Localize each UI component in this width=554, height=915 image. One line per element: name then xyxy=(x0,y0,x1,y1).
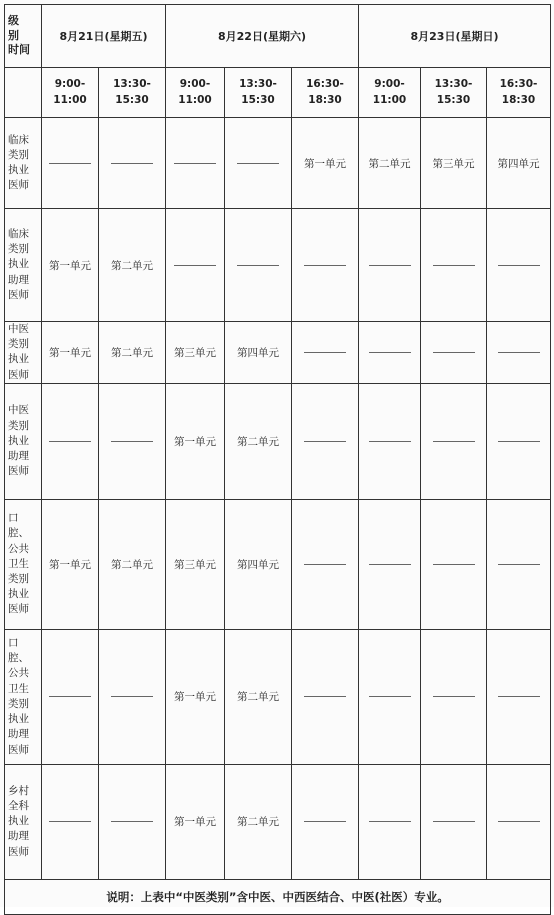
empty-dash xyxy=(433,696,475,697)
empty-dash xyxy=(369,441,411,442)
time-slot-line: 9:00- xyxy=(179,78,211,91)
exam-unit-cell: 第二单元 xyxy=(225,764,292,879)
time-slot-line: 13:30- xyxy=(239,78,277,91)
exam-unit-cell: 第二单元 xyxy=(99,209,166,322)
category-line: 卫生 xyxy=(8,682,29,695)
empty-slot-cell xyxy=(487,209,551,322)
empty-dash xyxy=(369,564,411,565)
empty-slot-cell xyxy=(359,629,421,764)
category-line: 医师 xyxy=(8,465,29,478)
empty-dash xyxy=(49,163,91,164)
empty-slot-cell xyxy=(166,118,225,209)
empty-dash xyxy=(49,696,91,697)
empty-slot-cell xyxy=(487,499,551,629)
day-header-aug21: 8月21日(星期五) xyxy=(42,5,166,68)
empty-slot-cell xyxy=(99,629,166,764)
blank-header-cell xyxy=(5,68,42,118)
empty-dash xyxy=(369,696,411,697)
category-line: 公共 xyxy=(8,667,29,680)
time-slot-line: 13:30- xyxy=(434,78,473,91)
empty-dash xyxy=(304,441,346,442)
empty-slot-cell xyxy=(99,764,166,879)
category-line: 腔、 xyxy=(8,527,29,540)
category-line: 临床 xyxy=(8,133,29,146)
empty-dash xyxy=(111,696,153,697)
empty-dash xyxy=(498,696,540,697)
empty-dash xyxy=(49,441,91,442)
corner-header-cell xyxy=(5,5,42,68)
category-line: 类别 xyxy=(8,572,29,585)
category-line: 类别 xyxy=(8,419,29,432)
empty-slot-cell xyxy=(42,764,99,879)
empty-slot-cell xyxy=(166,209,225,322)
category-line: 中医 xyxy=(8,323,29,335)
exam-schedule-table xyxy=(4,4,551,915)
category-line: 公共 xyxy=(8,542,29,555)
corner-line: 别 xyxy=(8,28,19,42)
empty-dash xyxy=(111,821,153,822)
empty-dash xyxy=(304,564,346,565)
empty-dash xyxy=(237,265,279,266)
empty-slot-cell xyxy=(487,383,551,499)
time-slot-row xyxy=(5,68,551,118)
category-line: 执业 xyxy=(8,353,29,366)
empty-slot-cell xyxy=(421,499,487,629)
category-line: 类别 xyxy=(8,338,29,351)
day-header-row xyxy=(5,5,551,68)
empty-dash xyxy=(369,265,411,266)
day-header-aug22: 8月22日(星期六) xyxy=(166,5,359,68)
exam-unit-cell: 第一单元 xyxy=(42,209,99,322)
table-row xyxy=(5,209,551,322)
category-line: 类别 xyxy=(8,148,29,161)
category-line: 乡村 xyxy=(8,784,29,797)
category-line: 执业 xyxy=(8,164,29,176)
empty-slot-cell xyxy=(42,118,99,209)
empty-slot-cell xyxy=(421,629,487,764)
empty-slot-cell xyxy=(292,764,359,879)
empty-slot-cell xyxy=(99,118,166,209)
empty-dash xyxy=(433,564,475,565)
empty-dash xyxy=(304,265,346,266)
empty-slot-cell xyxy=(292,499,359,629)
table-row xyxy=(5,383,551,499)
table-row xyxy=(5,322,551,384)
empty-slot-cell xyxy=(292,383,359,499)
empty-slot-cell xyxy=(359,383,421,499)
time-slot-cell xyxy=(292,68,359,118)
exam-unit-cell: 第二单元 xyxy=(225,383,292,499)
category-line: 执业 xyxy=(8,588,29,601)
exam-unit-cell: 第四单元 xyxy=(225,499,292,629)
category-line: 执业 xyxy=(8,258,29,271)
empty-slot-cell xyxy=(359,209,421,322)
category-line: 中医 xyxy=(8,404,29,417)
category-line: 医师 xyxy=(8,845,29,858)
empty-dash xyxy=(49,821,91,822)
exam-unit-cell: 第一单元 xyxy=(166,383,225,499)
empty-dash xyxy=(433,352,475,353)
category-line: 助理 xyxy=(8,728,29,741)
category-line: 腔、 xyxy=(8,652,29,665)
empty-dash xyxy=(237,163,279,164)
footnote: 说明：上表中“中医类别”含中医、中西医结合、中医(社医）专业。 xyxy=(5,879,551,914)
category-line: 医师 xyxy=(8,368,29,381)
category-line: 口 xyxy=(8,512,19,525)
empty-dash xyxy=(498,564,540,565)
exam-unit-cell: 第一单元 xyxy=(166,629,225,764)
time-slot-line: 15:30 xyxy=(241,93,275,106)
empty-dash xyxy=(498,441,540,442)
time-slot-cell xyxy=(487,68,551,118)
empty-dash xyxy=(369,821,411,822)
time-slot-line: 15:30 xyxy=(436,93,471,106)
empty-dash xyxy=(304,352,346,353)
category-line: 口 xyxy=(8,637,19,649)
empty-slot-cell xyxy=(421,322,487,384)
empty-dash xyxy=(433,441,475,442)
time-slot-cell xyxy=(359,68,421,118)
empty-dash xyxy=(369,352,411,353)
empty-dash xyxy=(498,352,540,353)
category-line: 类别 xyxy=(8,697,29,710)
empty-slot-cell xyxy=(225,118,292,209)
exam-unit-cell: 第二单元 xyxy=(99,499,166,629)
empty-slot-cell xyxy=(42,383,99,499)
time-slot-line: 13:30- xyxy=(113,78,151,91)
category-cell xyxy=(5,118,42,209)
category-cell xyxy=(5,764,42,879)
corner-line: 时间 xyxy=(8,43,30,57)
day-header-aug23: 8月23日(星期日) xyxy=(359,5,551,68)
empty-slot-cell xyxy=(487,629,551,764)
time-slot-line: 11:00 xyxy=(178,93,212,106)
time-slot-line: 11:00 xyxy=(53,93,87,106)
empty-dash xyxy=(433,821,475,822)
category-cell xyxy=(5,629,42,764)
category-line: 全科 xyxy=(8,800,29,813)
empty-slot-cell xyxy=(487,764,551,879)
empty-dash xyxy=(174,265,216,266)
exam-unit-cell: 第三单元 xyxy=(166,499,225,629)
time-slot-cell xyxy=(42,68,99,118)
category-cell xyxy=(5,209,42,322)
time-slot-line: 16:30- xyxy=(499,78,538,91)
empty-dash xyxy=(304,696,346,697)
empty-dash xyxy=(174,163,216,164)
empty-slot-cell xyxy=(359,499,421,629)
time-slot-cell xyxy=(99,68,166,118)
exam-unit-cell: 第三单元 xyxy=(421,118,487,209)
empty-slot-cell xyxy=(359,764,421,879)
category-line: 助理 xyxy=(8,449,29,462)
empty-slot-cell xyxy=(421,383,487,499)
empty-slot-cell xyxy=(421,209,487,322)
empty-dash xyxy=(498,265,540,266)
empty-dash xyxy=(304,821,346,822)
category-line: 助理 xyxy=(8,273,29,286)
category-cell xyxy=(5,322,42,384)
exam-unit-cell: 第三单元 xyxy=(166,322,225,384)
exam-unit-cell: 第四单元 xyxy=(487,118,551,209)
category-cell xyxy=(5,499,42,629)
empty-slot-cell xyxy=(42,629,99,764)
category-line: 医师 xyxy=(8,603,29,616)
table-row xyxy=(5,118,551,209)
exam-unit-cell: 第二单元 xyxy=(225,629,292,764)
empty-slot-cell xyxy=(359,322,421,384)
table-row xyxy=(5,499,551,629)
time-slot-line: 9:00- xyxy=(374,78,405,91)
category-line: 医师 xyxy=(8,288,29,301)
time-slot-line: 9:00- xyxy=(54,78,86,91)
empty-slot-cell xyxy=(99,383,166,499)
category-line: 医师 xyxy=(8,743,29,756)
time-slot-line: 15:30 xyxy=(115,93,149,106)
time-slot-line: 18:30 xyxy=(308,93,342,106)
empty-dash xyxy=(111,441,153,442)
category-cell xyxy=(5,383,42,499)
empty-slot-cell xyxy=(292,629,359,764)
category-line: 执业 xyxy=(8,815,29,828)
table-row xyxy=(5,629,551,764)
category-line: 医师 xyxy=(8,179,29,192)
note-row xyxy=(5,879,551,914)
exam-unit-cell: 第一单元 xyxy=(42,322,99,384)
exam-unit-cell: 第二单元 xyxy=(359,118,421,209)
category-line: 执业 xyxy=(8,434,29,447)
time-slot-line: 11:00 xyxy=(372,93,407,106)
time-slot-line: 16:30- xyxy=(306,78,344,91)
category-line: 临床 xyxy=(8,227,29,240)
category-line: 卫生 xyxy=(8,557,29,570)
category-line: 助理 xyxy=(8,830,29,843)
exam-unit-cell: 第二单元 xyxy=(99,322,166,384)
corner-line: 级 xyxy=(8,13,19,27)
empty-slot-cell xyxy=(292,209,359,322)
time-slot-cell xyxy=(421,68,487,118)
empty-dash xyxy=(433,265,475,266)
exam-unit-cell: 第一单元 xyxy=(42,499,99,629)
empty-slot-cell xyxy=(421,764,487,879)
exam-unit-cell: 第一单元 xyxy=(166,764,225,879)
empty-slot-cell xyxy=(487,322,551,384)
time-slot-cell xyxy=(225,68,292,118)
exam-unit-cell: 第四单元 xyxy=(225,322,292,384)
time-slot-line: 18:30 xyxy=(501,93,536,106)
empty-slot-cell xyxy=(225,209,292,322)
category-line: 执业 xyxy=(8,713,29,726)
empty-slot-cell xyxy=(292,322,359,384)
empty-dash xyxy=(498,821,540,822)
table-row xyxy=(5,764,551,879)
empty-dash xyxy=(111,163,153,164)
exam-unit-cell: 第一单元 xyxy=(292,118,359,209)
category-line: 类别 xyxy=(8,243,29,256)
time-slot-cell xyxy=(166,68,225,118)
